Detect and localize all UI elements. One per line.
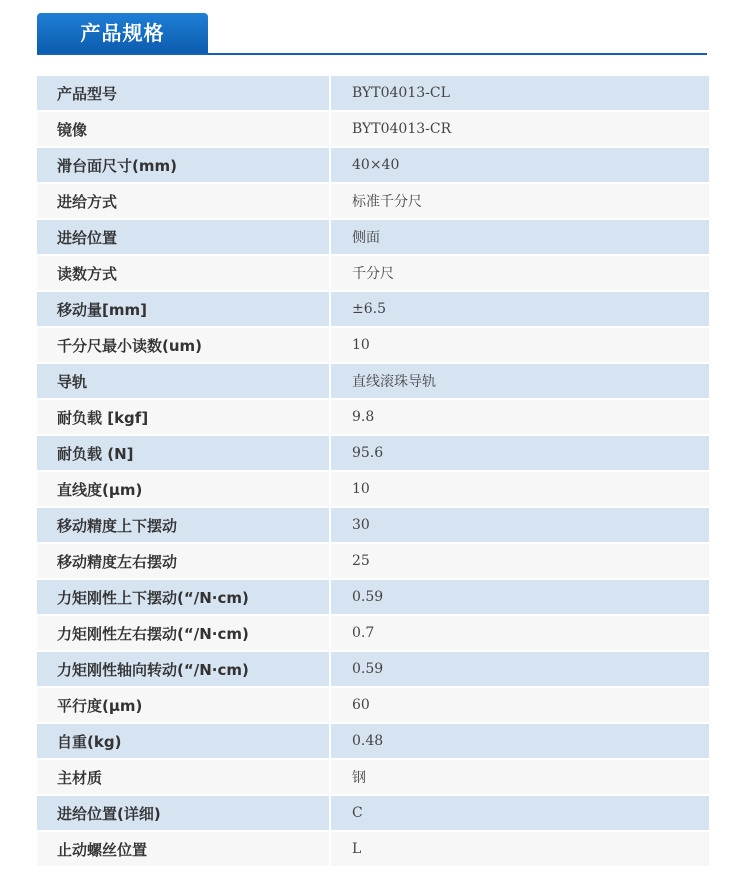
section-title: 产品规格	[80, 21, 165, 45]
table-row	[37, 651, 709, 687]
spec-label: 进给位置	[37, 219, 330, 255]
spec-label: 力矩刚性左右摆动(“/N·cm)	[37, 615, 330, 651]
spec-label: 力矩刚性上下摆动(“/N·cm)	[37, 579, 330, 615]
table-row	[37, 759, 709, 795]
spec-table	[37, 76, 709, 868]
table-row	[37, 111, 709, 147]
spec-value: BYT04013-CR	[330, 111, 709, 147]
spec-value: 30	[330, 507, 709, 543]
table-row	[37, 327, 709, 363]
table-row	[37, 507, 709, 543]
table-row	[37, 76, 709, 111]
header-divider	[37, 53, 707, 55]
spec-value: 40×40	[330, 147, 709, 183]
spec-value: 侧面	[330, 219, 709, 255]
spec-value: 95.6	[330, 435, 709, 471]
table-row	[37, 687, 709, 723]
spec-value: 直线滚珠导轨	[330, 363, 709, 399]
spec-value: 0.48	[330, 723, 709, 759]
table-row	[37, 399, 709, 435]
spec-value: 标准千分尺	[330, 183, 709, 219]
spec-label: 进给位置(详细)	[37, 795, 330, 831]
spec-label: 止动螺丝位置	[37, 831, 330, 867]
spec-label: 移动量[mm]	[37, 291, 330, 327]
spec-label: 力矩刚性轴向转动(“/N·cm)	[37, 651, 330, 687]
spec-label: 滑台面尺寸(mm)	[37, 147, 330, 183]
table-row	[37, 435, 709, 471]
spec-value: L	[330, 831, 709, 867]
spec-label: 主材质	[37, 759, 330, 795]
spec-label: 耐负载 (N]	[37, 435, 330, 471]
section-header	[37, 13, 707, 55]
table-row	[37, 147, 709, 183]
table-row	[37, 723, 709, 759]
table-row	[37, 831, 709, 867]
table-row	[37, 543, 709, 579]
spec-label: 移动精度上下摆动	[37, 507, 330, 543]
spec-label: 镜像	[37, 111, 330, 147]
spec-value: C	[330, 795, 709, 831]
spec-value: 10	[330, 471, 709, 507]
spec-label: 进给方式	[37, 183, 330, 219]
spec-value: 9.8	[330, 399, 709, 435]
spec-value: 千分尺	[330, 255, 709, 291]
spec-label: 直线度(μm)	[37, 471, 330, 507]
section-title-tab	[37, 13, 208, 53]
spec-value: 60	[330, 687, 709, 723]
table-row	[37, 219, 709, 255]
spec-label: 自重(kg)	[37, 723, 330, 759]
table-row	[37, 291, 709, 327]
table-row	[37, 183, 709, 219]
spec-value: 10	[330, 327, 709, 363]
spec-value: BYT04013-CL	[330, 76, 709, 111]
table-row	[37, 579, 709, 615]
table-row	[37, 255, 709, 291]
spec-value: 钢	[330, 759, 709, 795]
spec-label: 导轨	[37, 363, 330, 399]
table-row	[37, 471, 709, 507]
spec-value: 0.7	[330, 615, 709, 651]
spec-label: 移动精度左右摆动	[37, 543, 330, 579]
table-row	[37, 363, 709, 399]
spec-label: 产品型号	[37, 76, 330, 111]
table-row	[37, 795, 709, 831]
spec-label: 耐负载 [kgf]	[37, 399, 330, 435]
table-row	[37, 615, 709, 651]
spec-value: 0.59	[330, 651, 709, 687]
spec-label: 千分尺最小读数(um)	[37, 327, 330, 363]
spec-value: 25	[330, 543, 709, 579]
spec-value: ±6.5	[330, 291, 709, 327]
spec-label: 平行度(μm)	[37, 687, 330, 723]
spec-value: 0.59	[330, 579, 709, 615]
spec-label: 读数方式	[37, 255, 330, 291]
